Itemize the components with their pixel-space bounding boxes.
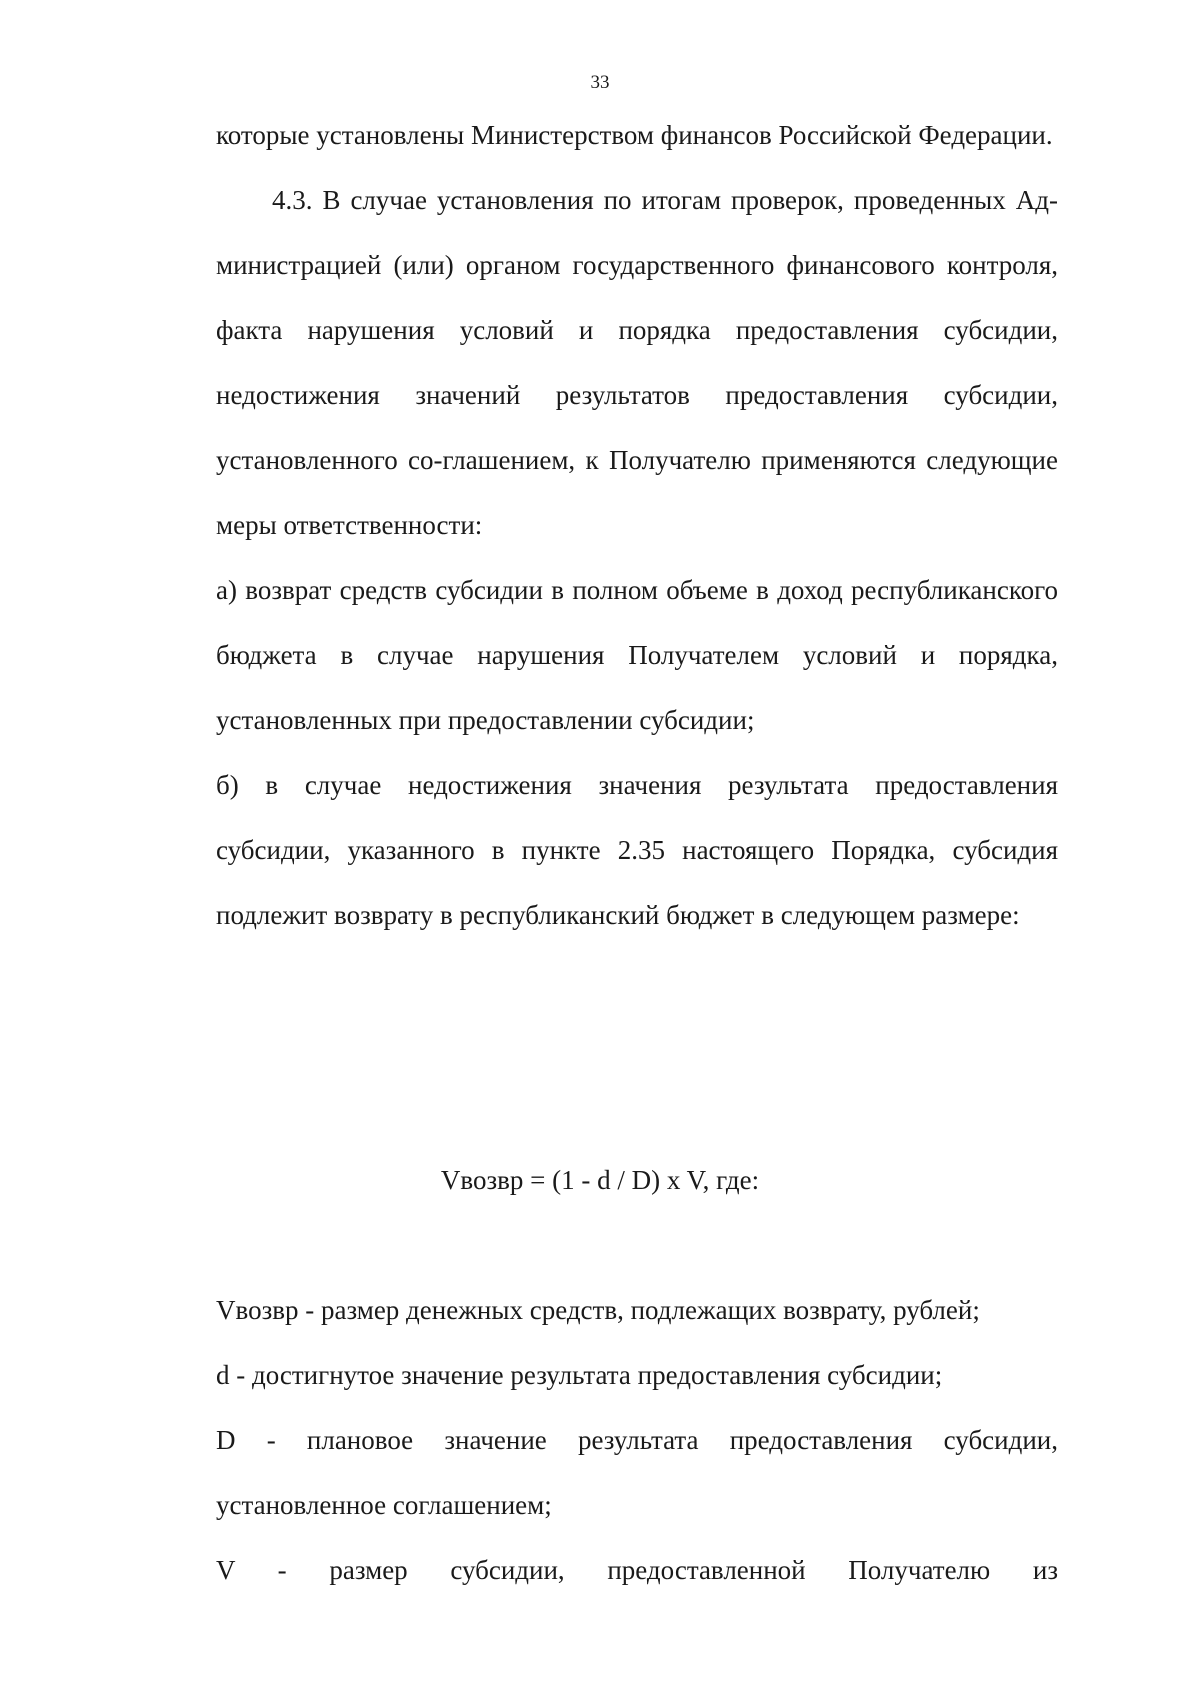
page-number: 33 — [590, 72, 610, 93]
definition-vvozvr: Vвозвр - размер денежных средств, подлежащих возврату, рублей; — [216, 1295, 980, 1325]
paragraph-continuation: которые установлены Министерством финансов Российской Федерации. — [216, 120, 1053, 150]
paragraph-item-b: б) в случае недостижения значения результата предоставления субсидии, указанного в пункте 2.35 настоящего Порядка, субсидия подлежит возврату в республиканский бюджет в следующем размере: — [216, 770, 1058, 930]
paragraph-item-a: а) возврат средств субсидии в полном объеме в доход республиканского бюджета в случае нарушения Получателем условий и порядка, установленных при предоставлении субсидии; — [216, 575, 1058, 735]
formula: Vвозвр = (1 - d / D) x V, где: — [440, 1165, 760, 1195]
body-text-top — [216, 103, 1058, 948]
body-text-bottom — [216, 1278, 1058, 1603]
definition-v: V - размер субсидии, предоставленной Получателю из — [216, 1555, 1058, 1585]
paragraph-4-3: 4.3. В случае установления по итогам проверок, проведенных Ад-министрацией (или) органом государственного финансового контроля, факта нарушения условий и порядка предоставления субсидии, недостижения значений результатов предоставления субсидии, установленного со-глашением, к Получателю применяются следующие меры ответственности: — [216, 185, 1058, 540]
definition-d: d - достигнутое значение результата предоставления субсидии; — [216, 1360, 943, 1390]
definition-D: D - плановое значение результата предоставления субсидии, установленное соглашением; — [216, 1425, 1058, 1520]
